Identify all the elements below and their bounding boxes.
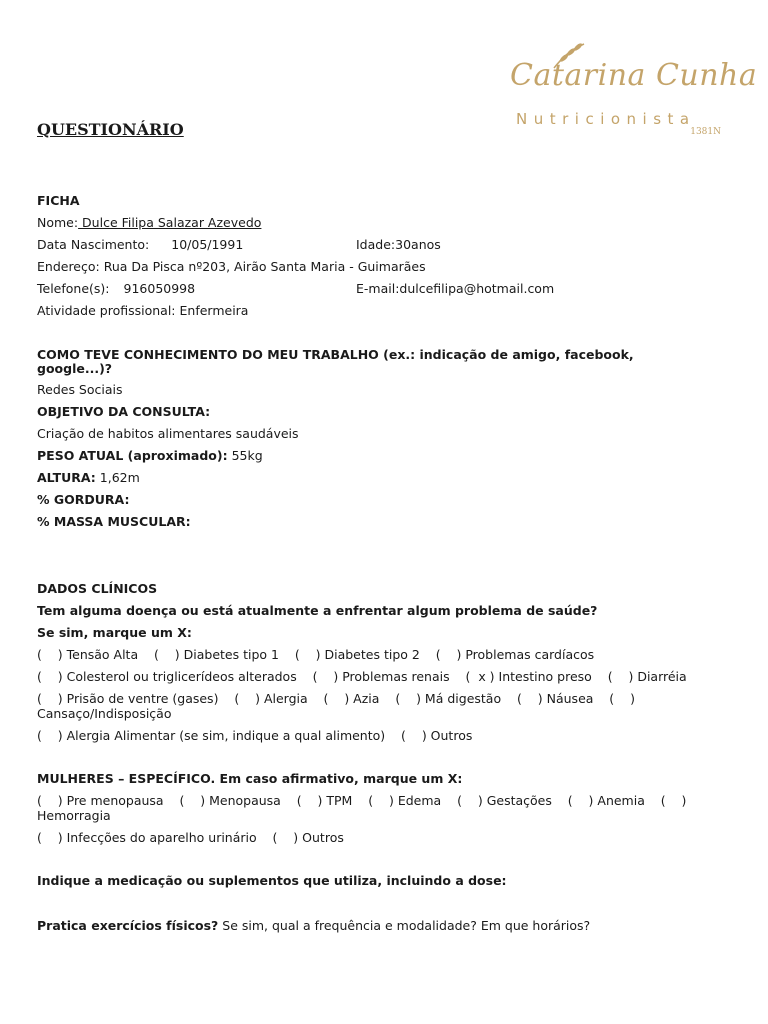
questionnaire-body <box>37 193 727 933</box>
tel-value: 916050998 <box>123 281 196 296</box>
endereco-row <box>37 259 727 274</box>
clinicos-heading: DADOS CLÍNICOS <box>37 581 158 596</box>
nome-value: Dulce Filipa Salazar Azevedo <box>78 215 262 230</box>
gordura-label: % GORDURA: <box>37 492 130 507</box>
atividade-label: Atividade profissional: <box>37 303 176 318</box>
ficha-heading: FICHA <box>37 193 80 208</box>
idade-value: 30anos <box>395 237 441 252</box>
mulheres-heading: MULHERES – ESPECÍFICO. Em caso afirmativo, marque um X: <box>37 771 463 786</box>
clinicos-options-4: ( ) Alergia Alimentar (se sim, indique a qual alimento) ( ) Outros <box>37 728 473 743</box>
mulheres-options-1b: Hemorragia <box>37 808 111 823</box>
idade-label: Idade: <box>356 237 396 252</box>
brand-registration: 1381N <box>690 127 721 137</box>
telefone-row <box>37 281 727 296</box>
nome-row <box>37 215 727 230</box>
mulheres-options-1: ( ) Pre menopausa ( ) Menopausa ( ) TPM ( ) Edema ( ) Gestações ( ) Anemia ( ) <box>37 793 687 808</box>
clinicos-options-3: ( ) Prisão de ventre (gases) ( ) Alergia ( ) Azia ( ) Má digestão ( ) Náusea ( ) <box>37 691 635 706</box>
nasc-label: Data Nascimento: <box>37 237 150 252</box>
tel-label: Telefone(s): <box>37 281 110 296</box>
objetivo-answer: Criação de habitos alimentares saudáveis <box>37 426 299 441</box>
clinicos-options-1: ( ) Tensão Alta ( ) Diabetes tipo 1 ( ) Diabetes tipo 2 ( ) Problemas cardíacos <box>37 647 595 662</box>
clinicos-options-2: ( ) Colesterol ou triglicerídeos alterados ( ) Problemas renais ( x ) Intestino preso ( ) Diarréia <box>37 669 687 684</box>
clinicos-options-3b: Cansaço/Indisposição <box>37 706 172 721</box>
nascimento-row <box>37 237 727 252</box>
clinicos-instruction: Se sim, marque um X: <box>37 625 192 640</box>
endereco-value: Rua Da Pisca nº203, Airão Santa Maria - Guimarães <box>103 259 426 274</box>
peso-row <box>37 448 727 463</box>
page-title: QUESTIONÁRIO <box>37 120 184 139</box>
atividade-row <box>37 303 727 318</box>
mulheres-options-2: ( ) Infecções do aparelho urinário ( ) Outros <box>37 830 344 845</box>
massa-label: % MASSA MUSCULAR: <box>37 514 191 529</box>
email-value: dulcefilipa@hotmail.com <box>399 281 555 296</box>
nome-label: Nome: <box>37 215 79 230</box>
conhecimento-question: COMO TEVE CONHECIMENTO DO MEU TRABALHO (ex.: indicação de amigo, facebook, google...)? <box>37 347 634 376</box>
nasc-value: 10/05/1991 <box>171 237 244 252</box>
altura-row <box>37 470 727 485</box>
conhecimento-answer: Redes Sociais <box>37 382 123 397</box>
email-label: E-mail: <box>356 281 400 296</box>
brand-subtitle: Nutricionista <box>516 110 696 128</box>
endereco-label: Endereço: <box>37 259 100 274</box>
medicacao-question: Indique a medicação ou suplementos que utiliza, incluindo a dose: <box>37 873 507 888</box>
exercicio-row <box>37 918 727 933</box>
exercicio-label: Pratica exercícios físicos? <box>37 918 219 933</box>
brand-logo <box>510 40 758 140</box>
peso-label: PESO ATUAL (aproximado): <box>37 448 228 463</box>
altura-value: 1,62m <box>99 470 140 485</box>
objetivo-label: OBJETIVO DA CONSULTA: <box>37 404 211 419</box>
peso-value: 55kg <box>231 448 263 463</box>
altura-label: ALTURA: <box>37 470 96 485</box>
exercicio-rest: Se sim, qual a frequência e modalidade? Em que horários? <box>218 918 591 933</box>
brand-name: Catarina Cunha <box>510 58 758 93</box>
clinicos-question: Tem alguma doença ou está atualmente a enfrentar algum problema de saúde? <box>37 603 598 618</box>
atividade-value: Enfermeira <box>179 303 249 318</box>
